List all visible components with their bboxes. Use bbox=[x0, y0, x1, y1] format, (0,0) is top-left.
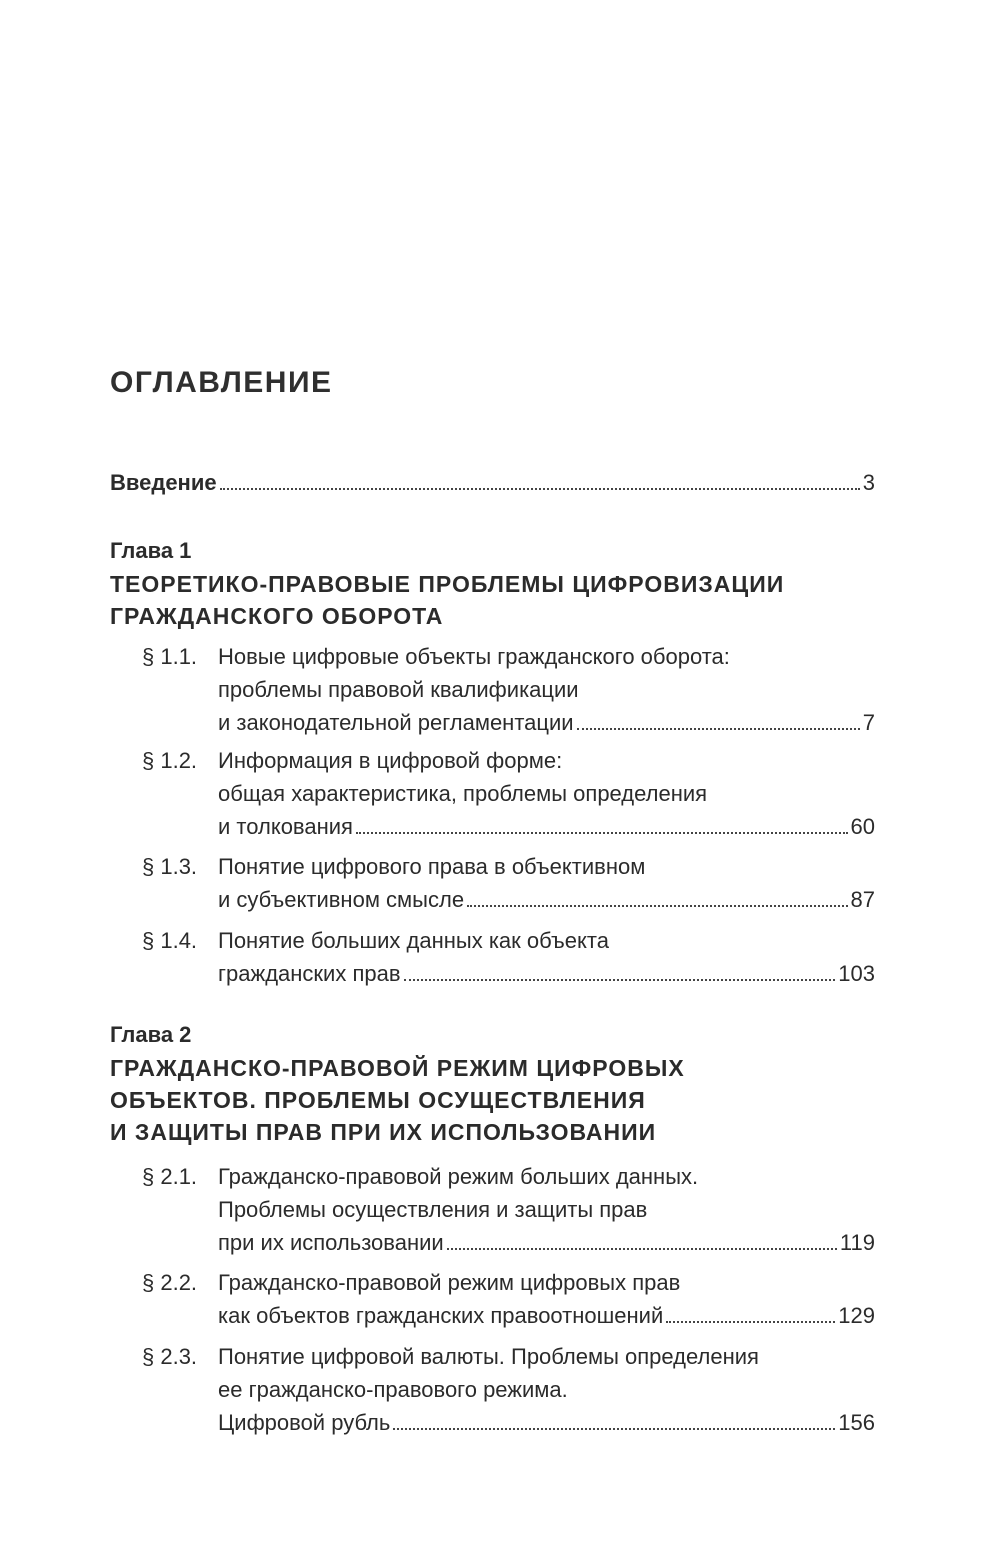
toc-page-number: 7 bbox=[862, 710, 875, 735]
section-title-line: Понятие больших данных как объекта bbox=[218, 928, 609, 953]
section-title-line: Проблемы осуществления и защиты прав bbox=[218, 1197, 648, 1222]
section-title-line: Понятие цифрового права в объективном bbox=[218, 854, 646, 879]
toc-page-number: 129 bbox=[838, 1303, 875, 1328]
toc-entry-section[interactable] bbox=[142, 640, 875, 739]
chapter-title-line: ГРАЖДАНСКОГО ОБОРОТА bbox=[110, 603, 444, 629]
chapter-heading bbox=[110, 1020, 890, 1148]
section-title-line: Цифровой рубль bbox=[218, 1410, 391, 1435]
section-number: § 1.4. bbox=[142, 928, 198, 953]
section-title-line: общая характеристика, проблемы определения bbox=[218, 781, 708, 806]
toc-entry-section[interactable] bbox=[142, 924, 875, 990]
section-number: § 1.1. bbox=[142, 644, 198, 669]
toc-entry-section[interactable] bbox=[142, 744, 875, 843]
section-title-line: как объектов гражданских правоотношений bbox=[218, 1303, 664, 1328]
toc-entry-label: Введение bbox=[110, 470, 217, 495]
dot-leader bbox=[220, 488, 860, 490]
toc-page-number: 60 bbox=[850, 814, 875, 839]
section-title-line: ее гражданско-правового режима. bbox=[218, 1377, 568, 1402]
chapter-title-line: ТЕОРЕТИКО-ПРАВОВЫЕ ПРОБЛЕМЫ ЦИФРОВИЗАЦИИ bbox=[110, 571, 785, 597]
toc-page-number: 3 bbox=[862, 470, 875, 495]
toc-page-number: 87 bbox=[850, 887, 875, 912]
section-title-line: и субъективном смысле bbox=[218, 887, 465, 912]
section-title-line: Понятие цифровой валюты. Проблемы определения bbox=[218, 1344, 759, 1369]
section-title-line: Гражданско-правовой режим больших данных. bbox=[218, 1164, 699, 1189]
toc-entry-section[interactable] bbox=[142, 1266, 875, 1332]
chapter-heading bbox=[110, 536, 890, 632]
toc-entry-section[interactable] bbox=[142, 1340, 875, 1439]
section-title-line: Гражданско-правовой режим цифровых прав bbox=[218, 1270, 681, 1295]
section-number: § 2.1. bbox=[142, 1164, 198, 1189]
chapter-label: Глава 2 bbox=[110, 1022, 192, 1047]
toc-page-number: 119 bbox=[839, 1230, 875, 1255]
section-title-line: Информация в цифровой форме: bbox=[218, 748, 563, 773]
section-number: § 1.3. bbox=[142, 854, 198, 879]
dot-leader bbox=[666, 1321, 835, 1323]
dot-leader bbox=[467, 905, 847, 907]
chapter-title-line: ГРАЖДАНСКО-ПРАВОВОЙ РЕЖИМ ЦИФРОВЫХ bbox=[110, 1055, 685, 1081]
chapter-title bbox=[110, 1052, 890, 1148]
chapter-title bbox=[110, 568, 890, 632]
toc-page-number: 103 bbox=[838, 961, 875, 986]
toc-entry-section[interactable] bbox=[142, 850, 875, 916]
chapter-label: Глава 1 bbox=[110, 538, 192, 563]
section-number: § 1.2. bbox=[142, 748, 198, 773]
toc-entry-intro[interactable] bbox=[110, 470, 875, 496]
dot-leader bbox=[393, 1428, 835, 1430]
dot-leader bbox=[577, 728, 860, 730]
section-title-line: гражданских прав bbox=[218, 961, 401, 986]
toc-entry-section[interactable] bbox=[142, 1160, 875, 1259]
section-title-line: и толкования bbox=[218, 814, 353, 839]
dot-leader bbox=[447, 1248, 837, 1250]
section-title-line: и законодательной регламентации bbox=[218, 710, 574, 735]
section-number: § 2.2. bbox=[142, 1270, 198, 1295]
section-number: § 2.3. bbox=[142, 1344, 198, 1369]
chapter-title-line: И ЗАЩИТЫ ПРАВ ПРИ ИХ ИСПОЛЬЗОВАНИИ bbox=[110, 1119, 657, 1145]
section-title-line: проблемы правовой квалификации bbox=[218, 677, 579, 702]
page-title: ОГЛАВЛЕНИЕ bbox=[110, 366, 333, 399]
chapter-title-line: ОБЪЕКТОВ. ПРОБЛЕМЫ ОСУЩЕСТВЛЕНИЯ bbox=[110, 1087, 646, 1113]
toc-page-number: 156 bbox=[838, 1410, 875, 1435]
section-title-line: при их использовании bbox=[218, 1230, 444, 1255]
dot-leader bbox=[356, 832, 848, 834]
dot-leader bbox=[404, 979, 836, 981]
section-title-line: Новые цифровые объекты гражданского оборота: bbox=[218, 644, 730, 669]
